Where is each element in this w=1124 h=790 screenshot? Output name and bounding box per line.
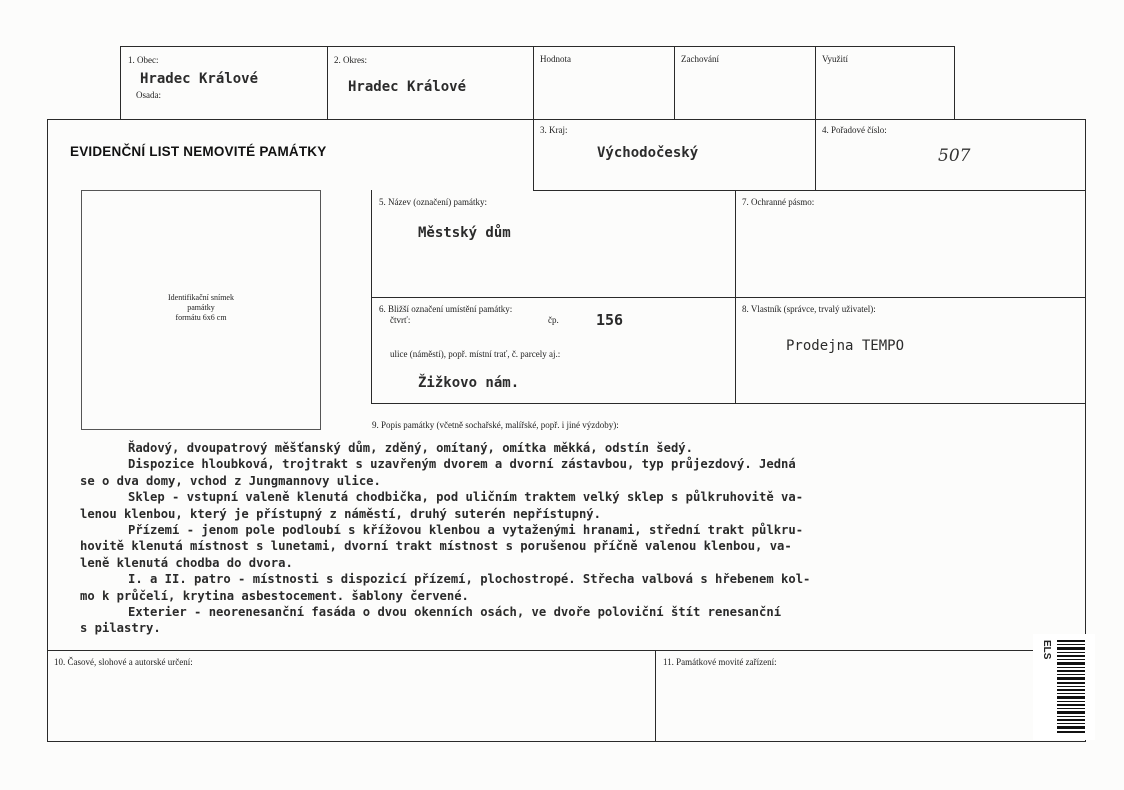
popis-line: s pilastry. [80,621,161,636]
osada-label: Osada: [136,90,161,100]
okres-label: 2. Okres: [334,55,367,65]
document-title: EVIDENČNÍ LIST NEMOVITÉ PAMÁTKY [70,144,327,159]
popis-line: Exterier - neorenesanční fasáda o dvou okenních osách, ve dvoře poloviční štít renesanční [128,605,782,620]
hodnota-label: Hodnota [540,54,571,64]
divider [815,119,816,191]
okres-value: Hradec Králové [348,79,467,95]
popis-text [80,440,1040,637]
cp-value: 156 [596,311,624,329]
zachovani-label: Zachování [681,54,719,64]
vlastnik-value: Prodejna TEMPO [786,338,905,354]
ulice-value: Žižkovo nám. [418,375,520,391]
divider [533,190,1086,191]
popis-label: 9. Popis památky (včetně sochařské, malířské, popř. i jiné výzdoby): [372,420,619,430]
divider [371,403,1086,404]
obec-label: 1. Obec: [128,55,159,65]
ctvrt-label: čtvrť: [390,315,411,325]
casove-label: 10. Časové, slohové a autorské určení: [54,657,193,667]
ochranne-label: 7. Ochranné pásmo: [742,197,815,207]
popis-line: leně klenutá chodba do dvora. [80,555,293,570]
divider [371,297,1086,298]
nazev-label: 5. Název (označení) památky: [379,197,487,207]
popis-line: Přízemí - jenom pole podloubí s křížovou klenbou a vytaženými hranami, střední trakt půlkru- [128,523,804,538]
cp-label: čp. [548,315,559,325]
divider [533,119,534,191]
ulice-label: ulice (náměstí), popř. místní trať, č. parcely aj.: [390,349,561,359]
umisteni-label: 6. Bližší označení umístění památky: [379,304,513,314]
obec-value: Hradec Králové [140,71,259,87]
popis-line: mo k průčelí, krytina asbestocement. šablony červené. [80,588,469,603]
poradove-label: 4. Pořadové číslo: [822,125,887,135]
kraj-label: 3. Kraj: [540,125,568,135]
popis-line: hovitě klenutá místnost s lunetami, dvorní trakt místnost s porušenou příčně valenou klenbou, va- [80,539,792,554]
movite-label: 11. Památkové movité zařízení: [663,657,777,667]
divider [655,650,656,742]
nazev-value: Městský dům [418,225,511,241]
popis-line: Dispozice hloubková, trojtrakt s uzavřeným dvorem a dvorní zástavbou, typ průjezdový. Jedná [128,457,796,472]
popis-line: se o dva domy, vchod z Jungmannovy ulice. [80,473,381,488]
poradove-value: 507 [938,146,971,166]
photo-caption [82,293,320,323]
popis-line: Sklep - vstupní valeně klenutá chodbička, pod uličním traktem velký sklep s půlkruhovitě va- [128,490,804,505]
photo-caption-line: památky [187,303,215,312]
photo-caption-line: Identifikační snímek [168,293,234,302]
popis-line: Řadový, dvoupatrový měšťanský dům, zděný, omítaný, omítka měkká, odstín šedý. [128,441,693,455]
barcode-label: ELS [1041,640,1052,660]
popis-line: I. a II. patro - místnosti s dispozicí přízemí, plochostropé. Střecha valbová s hřebenem kol- [128,572,811,587]
popis-line: lenou klenbou, který je přístupný z náměstí, druhý suterén nepřístupný. [80,506,601,521]
kraj-value: Východočeský [597,145,699,161]
photo-caption-line: formátu 6x6 cm [175,313,227,322]
vyuziti-label: Využití [822,54,848,64]
divider [47,650,1086,651]
vlastnik-label: 8. Vlastník (správce, trvalý uživatel): [742,304,876,314]
